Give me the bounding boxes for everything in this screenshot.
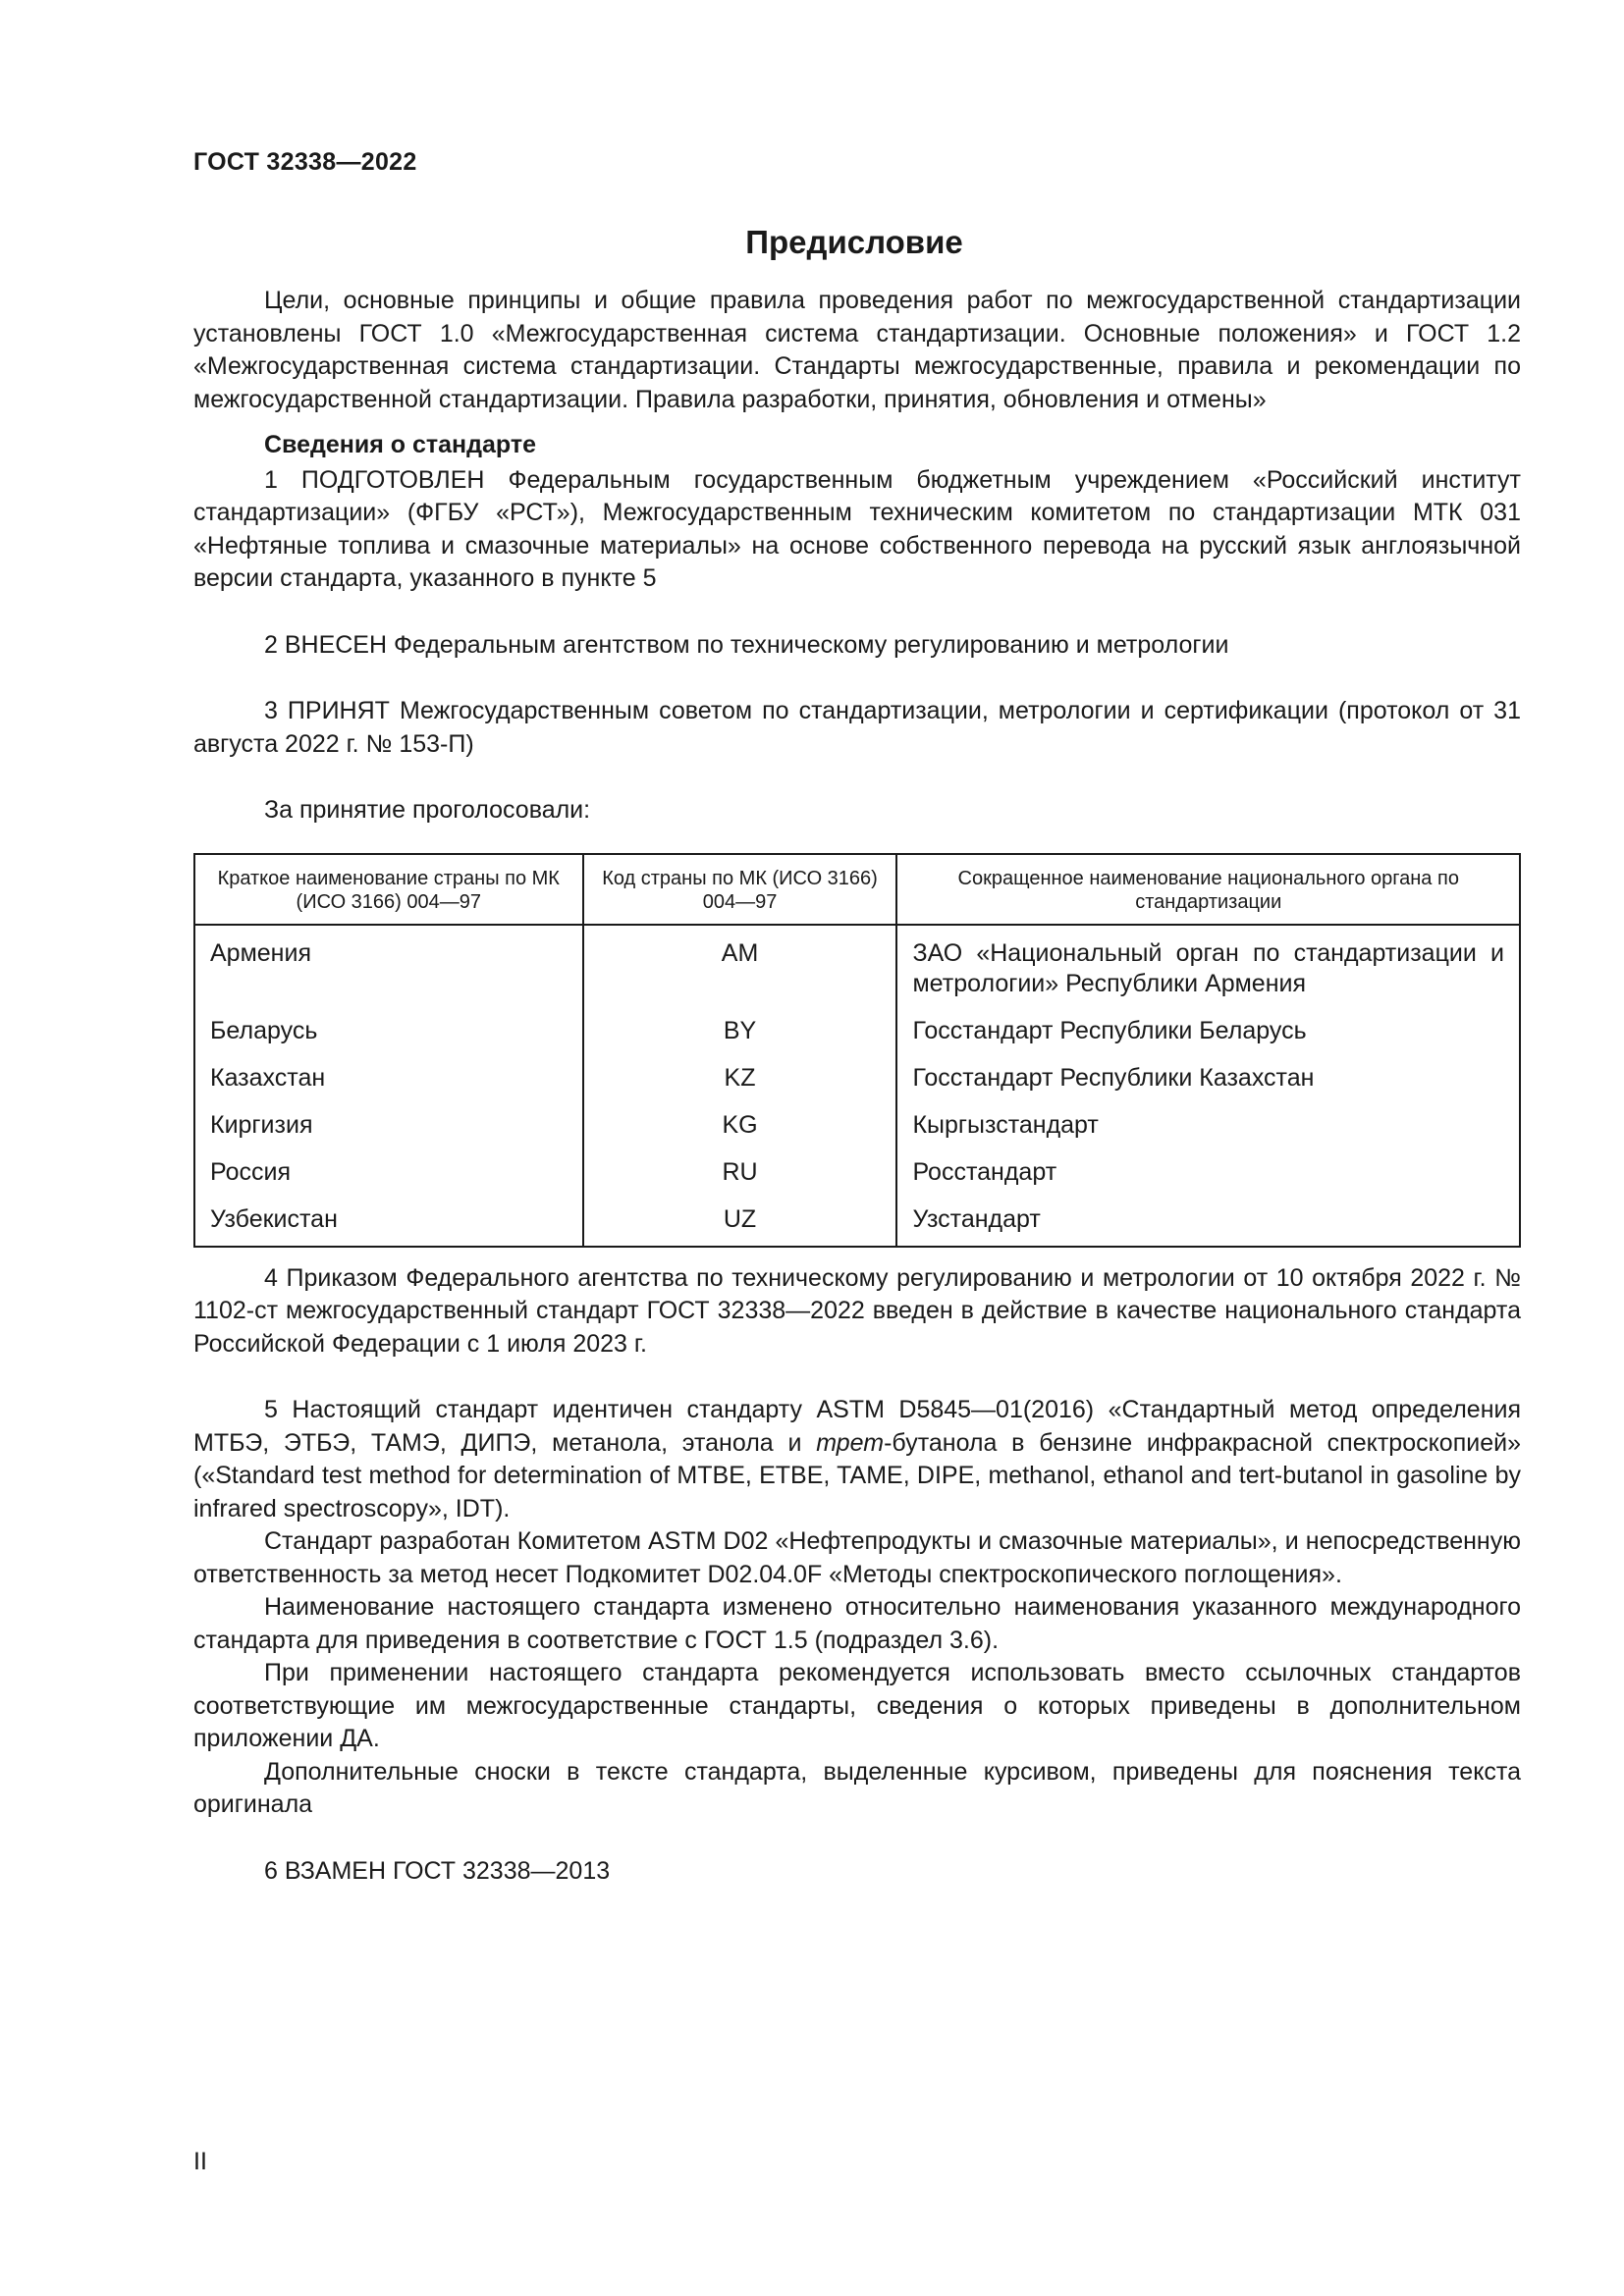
item-5-paragraph-3: Наименование настоящего стандарта изменено относительно наименования указанного международного стандарта для приведения в соответствие с ГОСТ 1.5 (подраздел 3.6). bbox=[193, 1593, 1521, 1654]
country-cell: Беларусь bbox=[194, 1008, 583, 1055]
document-header: ГОСТ 32338—2022 bbox=[193, 148, 417, 176]
table-row bbox=[194, 1102, 1520, 1149]
country-cell: Киргизия bbox=[194, 1102, 583, 1149]
code-cell: AM bbox=[583, 925, 897, 1008]
table-row bbox=[194, 925, 1520, 1008]
body-cell: ЗАО «Национальный орган по стандартизации и метрологии» Республики Армения bbox=[896, 925, 1520, 1008]
item-5 bbox=[193, 1394, 1521, 1525]
table-row bbox=[194, 1197, 1520, 1247]
code-cell: KG bbox=[583, 1102, 897, 1149]
header-body: Сокращенное наименование национального органа по стандартизации bbox=[896, 854, 1520, 925]
code-cell: BY bbox=[583, 1008, 897, 1055]
body-cell: Росстандарт bbox=[896, 1149, 1520, 1197]
table-row bbox=[194, 1055, 1520, 1102]
body-cell: Госстандарт Республики Беларусь bbox=[896, 1008, 1520, 1055]
code-cell: UZ bbox=[583, 1197, 897, 1247]
item-1: 1 ПОДГОТОВЛЕН Федеральным государственным бюджетным учреждением «Российский институт стандартизации» (ФГБУ «РСТ»), Межгосударственным техническим комитетом по стандартизации МТК 031 «Нефтяные топлива и смазочные материалы» на основе собственного перевода на русский язык англоязычной версии стандарта, указанного в пункте 5 bbox=[193, 465, 1521, 592]
item-5-paragraph-2: Стандарт разработан Комитетом ASTM D02 «Нефтепродукты и смазочные материалы», и непосредственную ответственность за метод несет Подкомитет D02.04.0F «Методы спектроскопического поглощения». bbox=[193, 1527, 1521, 1588]
page-title: Предисловие bbox=[745, 224, 963, 260]
item-5-paragraph-5: Дополнительные сноски в тексте стандарта, выделенные курсивом, приведены для пояснения текста оригинала bbox=[193, 1757, 1521, 1818]
item-5-text-start: 5 Настоящий стандарт идентичен стандарту ASTM D5845—01(2016) «Стандартный метод определения МТБЭ, ЭТБЭ, ТАМЭ, ДИПЭ, метанола, этанола и bbox=[193, 1396, 1521, 1457]
country-cell: Узбекистан bbox=[194, 1197, 583, 1247]
item-4: 4 Приказом Федерального агентства по техническому регулированию и метрологии от 10 октября 2022 г. № 1102-ст межгосударственный стандарт ГОСТ 32338—2022 введен в действие в качестве национального стандарта Российской Федерации с 1 июля 2023 г. bbox=[193, 1263, 1521, 1358]
item-3: 3 ПРИНЯТ Межгосударственным советом по стандартизации, метрологии и сертификации (протокол от 31 августа 2022 г. № 153-П) bbox=[193, 697, 1521, 758]
country-cell: Казахстан bbox=[194, 1055, 583, 1102]
item-2: 2 ВНЕСЕН Федеральным агентством по техническому регулированию и метрологии bbox=[264, 630, 1229, 659]
code-cell: RU bbox=[583, 1149, 897, 1197]
table-header-row bbox=[194, 854, 1520, 925]
table-row bbox=[194, 1149, 1520, 1197]
country-cell: Россия bbox=[194, 1149, 583, 1197]
voted-label: За принятие проголосовали: bbox=[264, 796, 591, 824]
code-cell: KZ bbox=[583, 1055, 897, 1102]
intro-paragraph: Цели, основные принципы и общие правила проведения работ по межгосударственной стандартизации установлены ГОСТ 1.0 «Межгосударственная система стандартизации. Основные положения» и ГОСТ 1.2 «Межгосударственная система стандартизации. Стандарты межгосударственные, правила и рекомендации по межгосударственной стандартизации. Правила разработки, принятия, обновления и отмены» bbox=[193, 287, 1521, 413]
standard-info-heading: Сведения о стандарте bbox=[264, 431, 537, 458]
page-number: II bbox=[193, 2148, 207, 2175]
item-5-italic: трет bbox=[816, 1428, 885, 1457]
item-5-text-end: -бутанола в бензине инфракрасной спектроскопией» («Standard test method for determination of MTBE, ETBE, TAME, DIPE, methanol, ethanol and tert-butanol in gasoline by infrared spectroscopy», IDT). bbox=[193, 1428, 1521, 1522]
item-6: 6 ВЗАМЕН ГОСТ 32338—2013 bbox=[264, 1856, 611, 1885]
body-cell: Узстандарт bbox=[896, 1197, 1520, 1247]
body-cell: Госстандарт Республики Казахстан bbox=[896, 1055, 1520, 1102]
item-5-paragraph-4: При применении настоящего стандарта рекомендуется использовать вместо ссылочных стандартов соответствующие им межгосударственные стандарты, сведения о которых приведены в дополнительном приложении ДА. bbox=[193, 1659, 1521, 1752]
body-cell: Кыргызстандарт bbox=[896, 1102, 1520, 1149]
header-code: Код страны по МК (ИСО 3166) 004—97 bbox=[583, 854, 897, 925]
table-row bbox=[194, 1008, 1520, 1055]
header-country: Краткое наименование страны по МК (ИСО 3166) 004—97 bbox=[194, 854, 583, 925]
voting-table bbox=[193, 853, 1521, 1248]
country-cell: Армения bbox=[194, 925, 583, 1008]
document-body bbox=[193, 285, 1521, 1888]
